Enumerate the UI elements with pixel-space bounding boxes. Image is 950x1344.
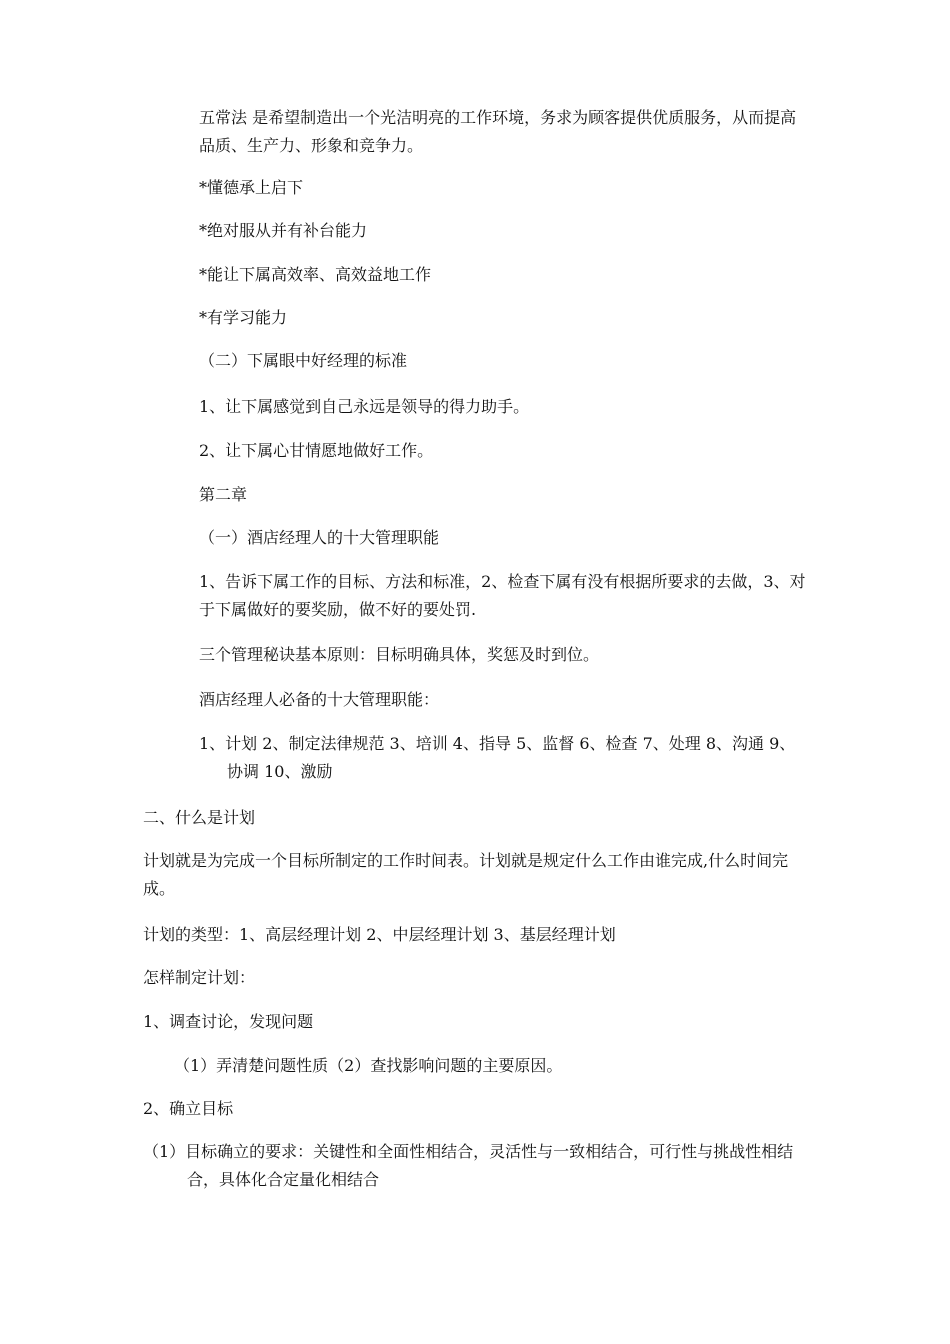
bullet-item: *有学习能力 [199,308,288,327]
paragraph-principles: 三个管理秘诀基本原则：目标明确具体，奖惩及时到位。 [199,645,600,664]
paragraph-how-to-plan: 怎样制定计划： [143,968,256,987]
paragraph-wuchangfa: 五常法 是希望制造出一个光洁明亮的工作环境，务求为顾客提供优质服务，从而提高品质、生产力、形象和竞争力。 [199,108,797,155]
sub-item-goal-requirements: （1）目标确立的要求：关键性和全面性相结合，灵活性与一致相结合，可行性与挑战性相结合，具体化合定量化相结合 [143,1142,794,1189]
paragraph-functions-intro: 酒店经理人必备的十大管理职能： [199,690,440,709]
bullet-item: *能让下属高效率、高效益地工作 [199,265,432,284]
paragraph-plan-types: 计划的类型：1、高层经理计划 2、中层经理计划 3、基层经理计划 [143,925,616,944]
chapter-heading: 第二章 [199,485,248,504]
bullet-item: *绝对服从并有补台能力 [199,221,368,240]
functions-list: 1、计划 2、制定法律规范 3、培训 4、指导 5、监督 6、检查 7、处理 8、沟通 9、协调 10、激励 [199,734,796,781]
bullet-item: *懂德承上启下 [199,178,304,197]
section-heading-plan: 二、什么是计划 [143,808,256,827]
numbered-item: 2、确立目标 [143,1099,234,1118]
section-heading: （二）下属眼中好经理的标准 [199,351,408,370]
paragraph-plan-definition: 计划就是为完成一个目标所制定的工作时间表。计划就是规定什么工作由谁完成,什么时间完成。 [143,851,789,898]
numbered-item: 1、调查讨论，发现问题 [143,1012,314,1031]
paragraph-duties: 1、告诉下属工作的目标、方法和标准，2、检查下属有没有根据所要求的去做，3、对于下属做好的要奖励，做不好的要处罚. [199,572,806,619]
numbered-item: 2、让下属心甘情愿地做好工作。 [199,441,434,460]
sub-item: （1）弄清楚问题性质（2）查找影响问题的主要原因。 [174,1056,563,1075]
numbered-item: 1、让下属感觉到自己永远是领导的得力助手。 [199,397,530,416]
section-heading: （一）酒店经理人的十大管理职能 [199,528,440,547]
